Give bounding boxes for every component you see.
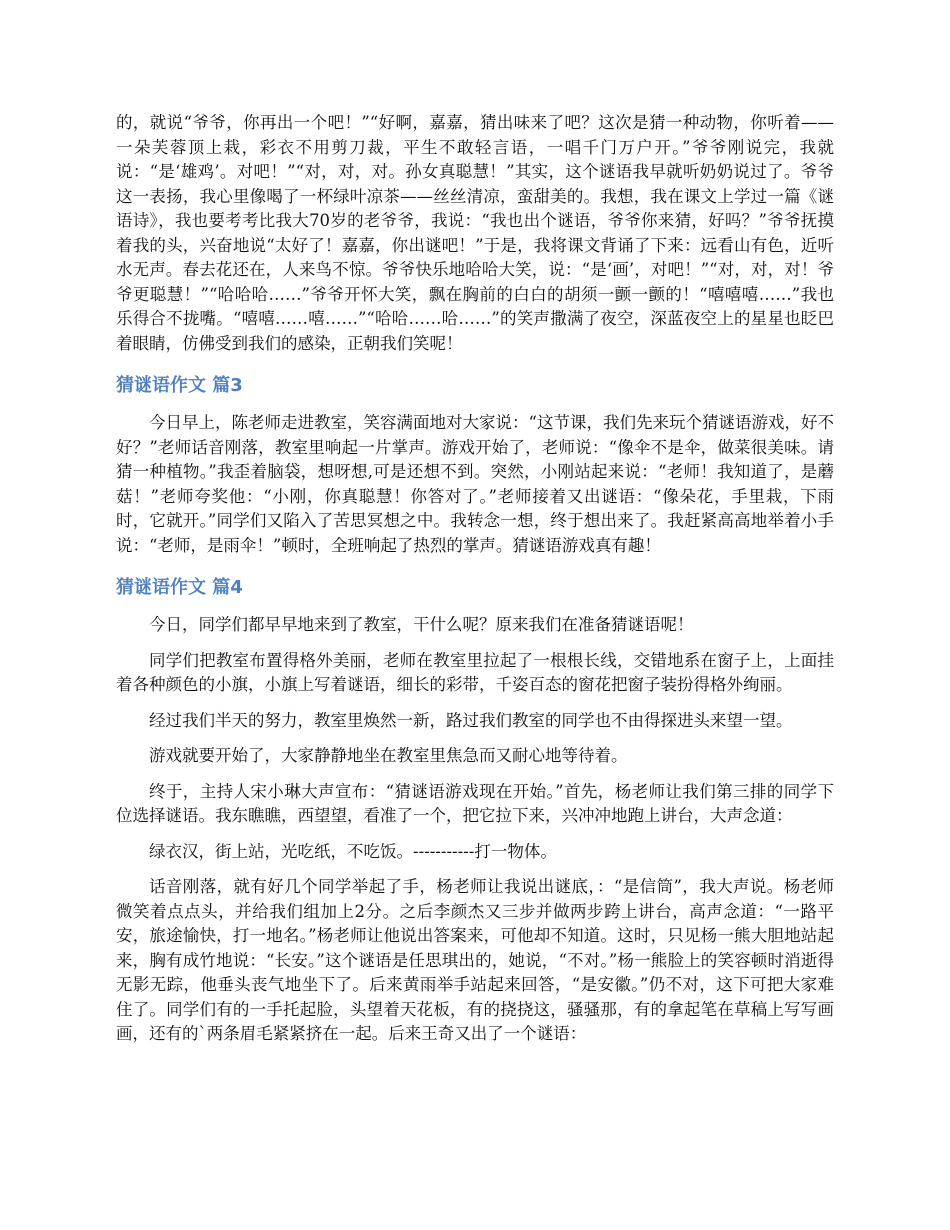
section4-paragraph-5: 终于，主持人宋小琳大声宣布：“猜谜语游戏现在开始。”首先，杨老师让我们第三排的同学下位选择谜语。我东瞧瞧，西望望，看准了一个，把它拉下来，兴冲冲地跑上讲台，大声念道：: [116, 781, 834, 825]
document-page: [116, 111, 834, 1047]
section4-paragraph-6: 绿衣汉，街上站，光吃纸，不吃饭。-----------打一物体。: [149, 841, 557, 861]
section4-paragraph-4: 游戏就要开始了，大家静静地坐在教室里焦急而又耐心地等待着。: [149, 746, 628, 765]
section3-paragraph: 今日早上，陈老师走进教室，笑容满面地对大家说：“这节课，我们先来玩个猜谜语游戏，好不好？”老师话音刚落，教室里响起一片掌声。游戏开始了，老师说：“像伞不是伞，做菜很美味。请猜一种植物。”我歪着脑袋，想呀想,可是还想不到。突然，小刚站起来说：“老师！我知道了，是蘑菇！”老师夸奖他：“小刚，你真聪慧！你答对了。”老师接着又出谜语：“像朵花，手里栽，下雨时，它就开。”同学们又陷入了苦思冥想之中。我转念一想，终于想出来了。我赶紧高高地举着小手说：“老师，是雨伞！”顿时，全班响起了热烈的掌声。猜谜语游戏真有趣！: [116, 413, 834, 555]
section4-paragraph-1: 今日，同学们都早早地来到了教室，干什么呢？原来我们在准备猜谜语呢！: [149, 615, 694, 634]
section3-heading: 猜谜语作文 篇3: [116, 375, 243, 396]
section4-heading: 猜谜语作文 篇4: [116, 577, 243, 598]
section2-tail-paragraph: 的，就说“爷爷，你再出一个吧！”“好啊，嘉嘉，猜出味来了吧？这次是猜一种动物，你听着——一朵芙蓉顶上栽，彩衣不用剪刀裁，平生不敢轻言语，一唱千门万户开。”爷爷刚说完，我就说：“是‘雄鸡’。对吧！”“对，对，对。孙女真聪慧！”其实，这个谜语我早就听奶奶说过了。爷爷这一表扬，我心里像喝了一杯绿叶凉茶——丝丝清凉，蛮甜美的。我想，我在课文上学过一篇《谜语诗》，我也要考考比我大70岁的老爷爷，我说：“我也出个谜语，爷爷你来猜，好吗？”爷爷抚摸着我的头，兴奋地说“太好了！嘉嘉，你出谜吧！”于是，我将课文背诵了下来：远看山有色，近听水无声。春去花还在，人来鸟不惊。爷爷快乐地哈哈大笑，说：“是‘画’，对吧！”“对，对，对！爷爷更聪慧！”“哈哈哈……”爷爷开怀大笑，飘在胸前的白白的胡须一颤一颤的！“嘻嘻嘻……”我也乐得合不拢嘴。“嘻嘻……嘻……”“哈哈……哈……”的笑声撒满了夜空，深蓝夜空上的星星也眨巴着眼睛，仿佛受到我们的感染，正朝我们笑呢！: [116, 113, 834, 353]
section4-paragraph-7: 话音刚落，就有好几个同学举起了手，杨老师让我说出谜底，：“是信筒”，我大声说。杨老师微笑着点点头，并给我们组加上2分。之后李颜杰又三步并做两步跨上讲台，高声念道：“一路平安，旅途愉快，打一地名。”杨老师让他说出答案来，可他却不知道。这时，只见杨一熊大胆地站起来，胸有成竹地说：“长安。”这个谜语是任思琪出的，她说，“不对。”杨一熊脸上的笑容顿时消逝得无影无踪，他垂头丧气地坐下了。后来黄雨举手站起来回答，“是安徽。”仍不对，这下可把大家难住了。同学们有的一手托起脸，头望着天花板，有的挠挠这，骚骚那，有的拿起笔在草稿上写写画画，还有的`两条眉毛紧紧挤在一起。后来王奇又出了一个谜语：: [116, 877, 834, 1043]
section4-paragraph-3: 经过我们半天的努力，教室里焕然一新，路过我们教室的同学也不由得探进头来望一望。: [149, 710, 793, 730]
section4-paragraph-2: 同学们把教室布置得格外美丽，老师在教室里拉起了一根根长线，交错地系在窗子上，上面挂着各种颜色的小旗，小旗上写着谜语，细长的彩带，千姿百态的窗花把窗子装扮得格外绚丽。: [116, 650, 834, 694]
